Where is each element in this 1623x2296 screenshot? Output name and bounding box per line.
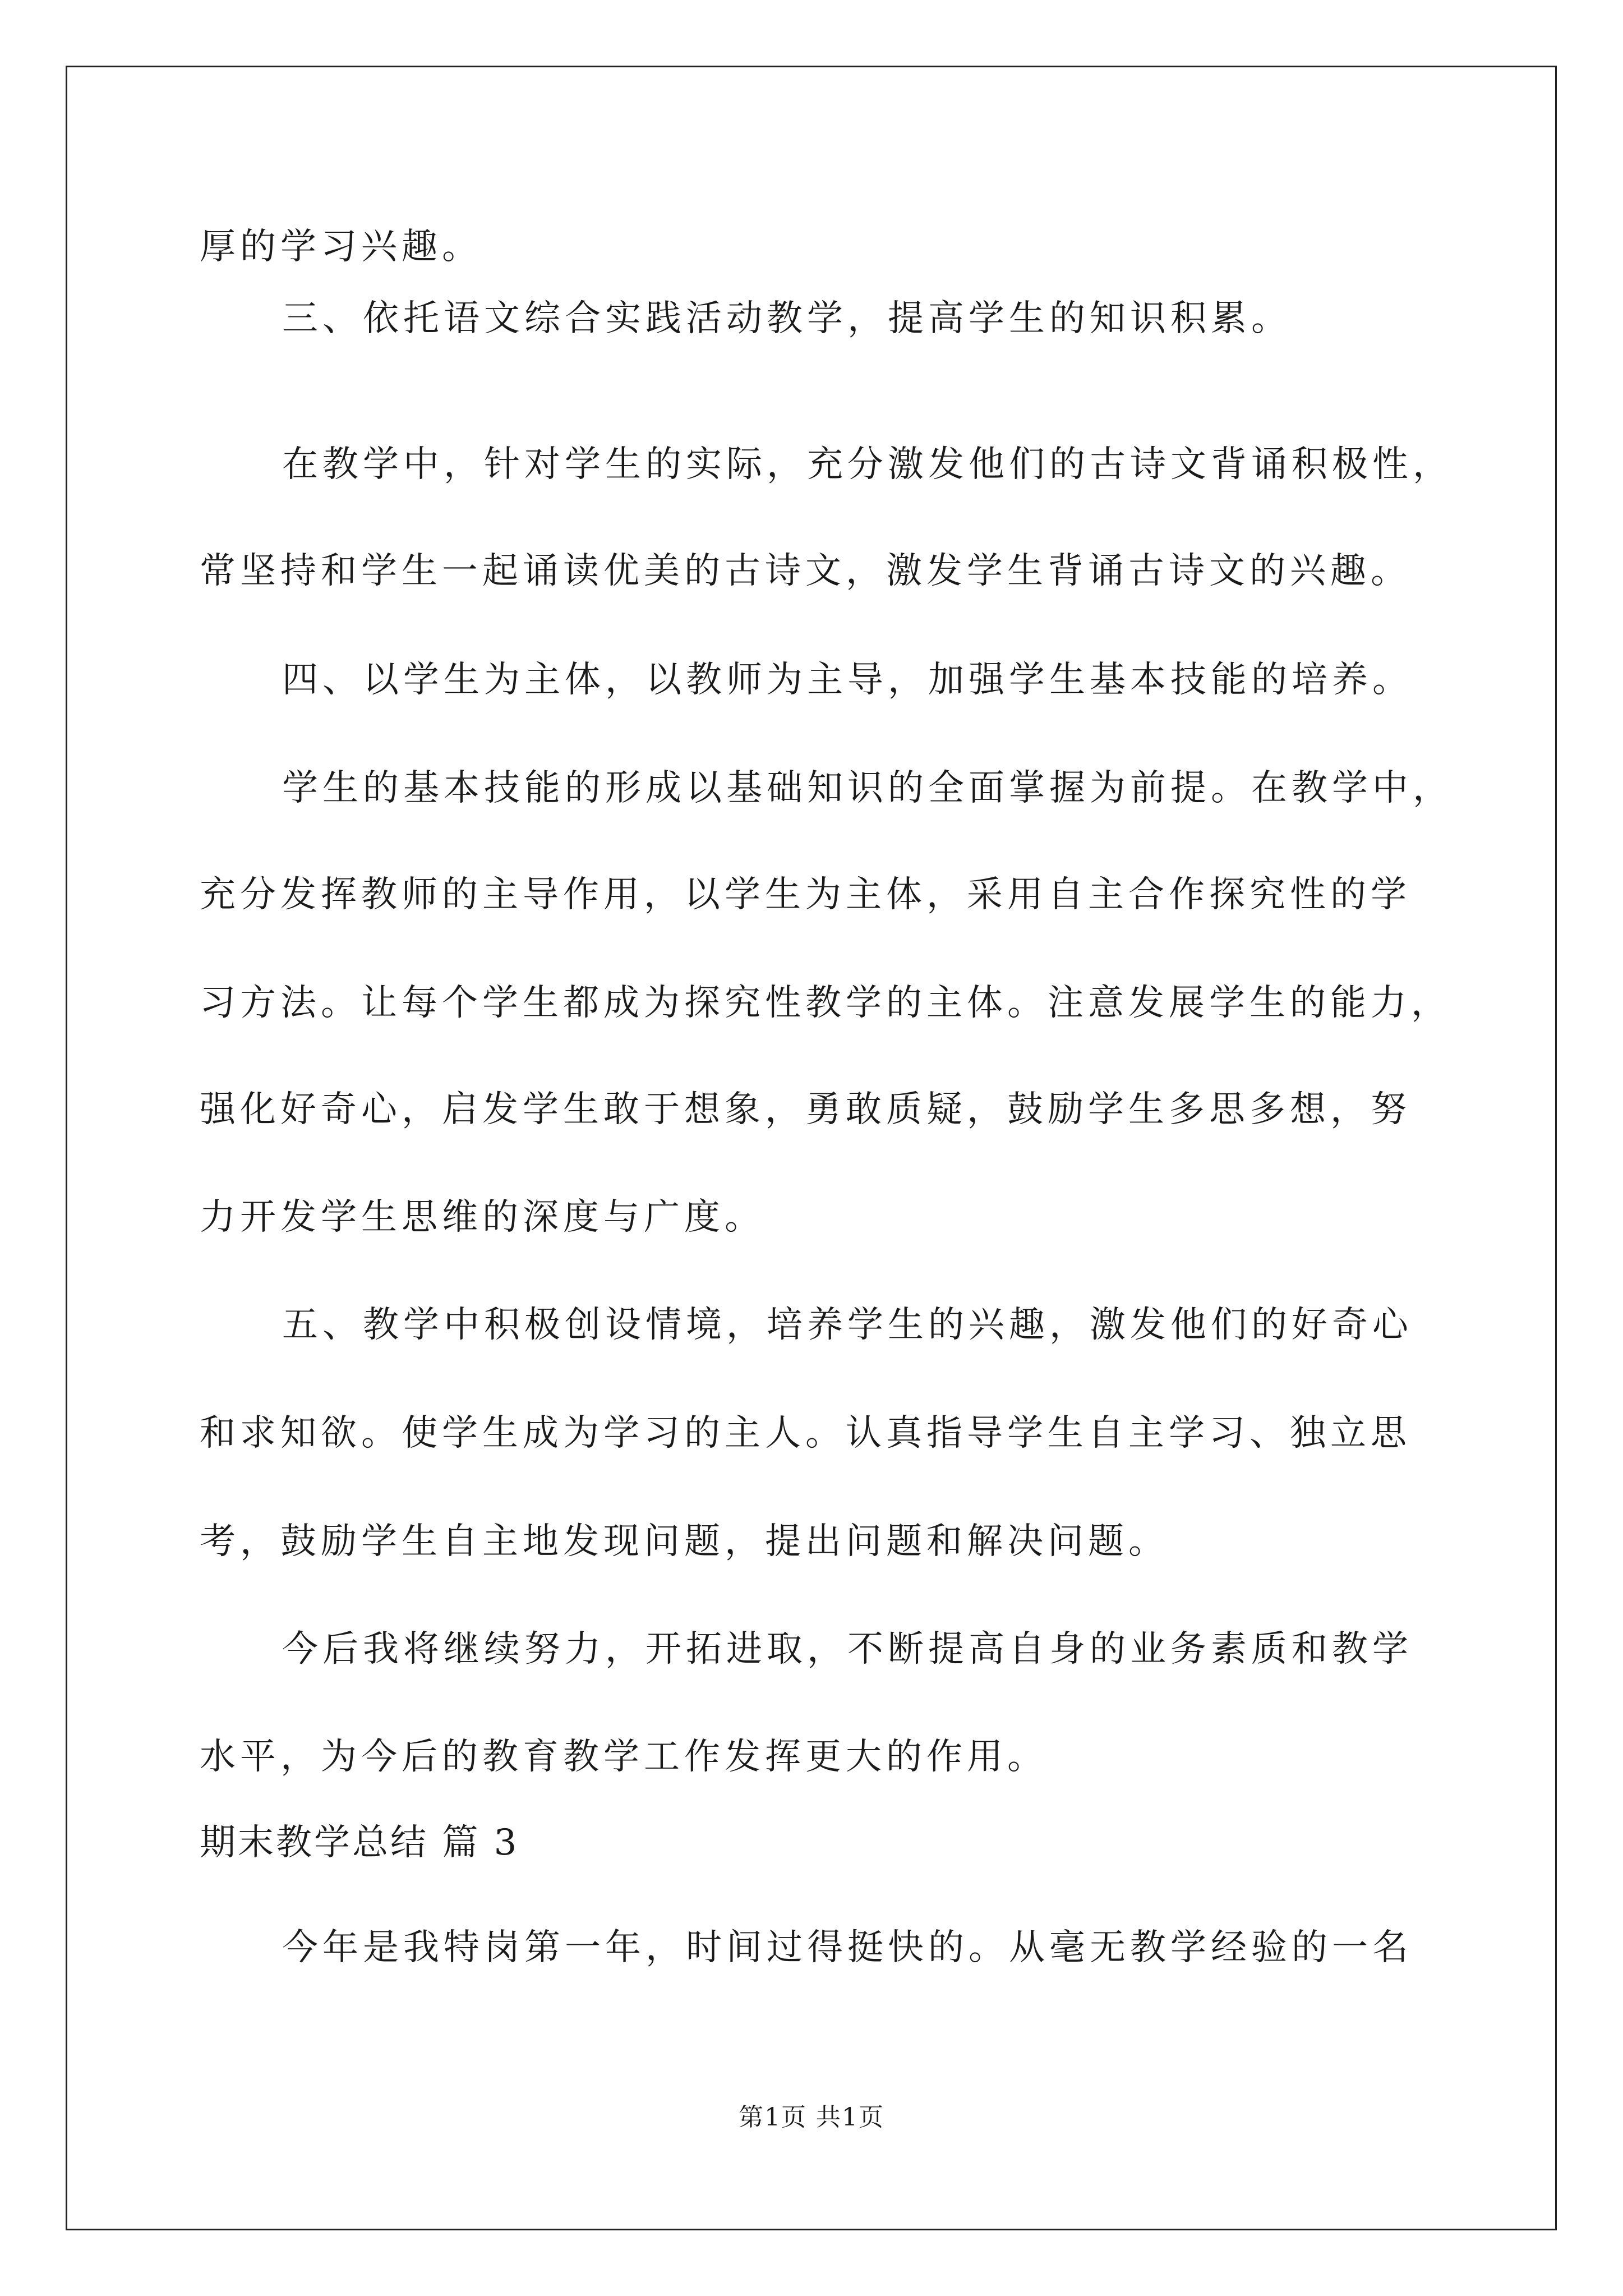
text-line: 考，鼓励学生自主地发现问题，提出问题和解决问题。 [200,1521,1169,1562]
page-footer: 第1页 共1页 [739,2103,884,2132]
text-line: 强化好奇心，启发学生敢于想象，勇敢质疑，鼓励学生多思多想，努 [200,1089,1411,1130]
text-line: 在教学中，针对学生的实际，充分激发他们的古诗文背诵积极性， [282,444,1453,485]
text-line: 今年是我特岗第一年，时间过得挺快的。从毫无教学经验的一名 [282,1927,1413,1968]
text-line: 厚的学习兴趣。 [200,226,482,268]
text-line: 常坚持和学生一起诵读优美的古诗文，激发学生背诵古诗文的兴趣。 [200,550,1411,592]
section-heading: 五、教学中积极创设情境，培养学生的兴趣，激发他们的好奇心 [282,1304,1413,1346]
text-line: 学生的基本技能的形成以基础知识的全面掌握为前提。在教学中， [282,767,1453,809]
text-line: 充分发挥教师的主导作用，以学生为主体，采用自主合作探究性的学 [200,874,1411,915]
article-heading: 期末教学总结 篇 3 [200,1822,519,1864]
section-heading: 三、依托语文综合实践活动教学，提高学生的知识积累。 [282,298,1292,339]
text-line: 力开发学生思维的深度与广度。 [200,1197,765,1238]
text-line: 和求知欲。使学生成为学习的主人。认真指导学生自主学习、独立思 [200,1412,1411,1454]
text-line: 今后我将继续努力，开拓进取，不断提高自身的业务素质和教学 [282,1628,1413,1670]
text-line: 习方法。让每个学生都成为探究性教学的主体。注意发展学生的能力， [200,982,1451,1024]
page-frame [66,66,1557,2230]
section-heading: 四、以学生为主体，以教师为主导，加强学生基本技能的培养。 [282,659,1413,701]
text-line: 水平，为今后的教育教学工作发挥更大的作用。 [200,1736,1048,1778]
